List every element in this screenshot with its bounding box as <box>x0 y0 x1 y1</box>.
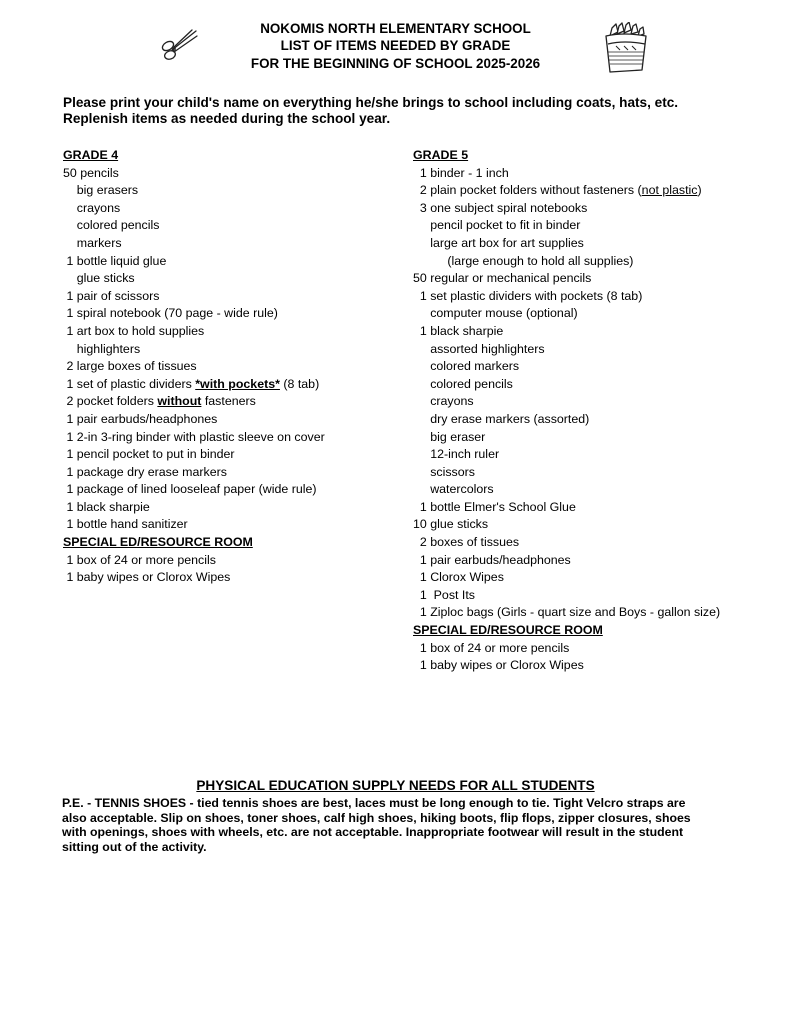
list-item: large art box for art supplies <box>413 235 584 250</box>
list-item: 1 pair earbuds/headphones <box>413 552 571 567</box>
pe-line: sitting out of the activity. <box>62 839 207 854</box>
list-item: 1 art box to hold supplies <box>63 323 205 338</box>
list-item: big erasers <box>63 183 139 198</box>
list-item: 1 set plastic dividers with pockets (8 tab) <box>413 288 643 303</box>
list-item: 1 binder - 1 inch <box>413 165 509 180</box>
list-item: 1 box of 24 or more pencils <box>63 552 216 567</box>
pe-line: with openings, shoes with wheels, etc. are not acceptable. Inappropriate footwear will result in the student <box>62 825 684 840</box>
list-item: 1 pair of scissors <box>63 288 160 303</box>
list-item: 2 pocket folders without fasteners <box>63 394 256 409</box>
list-item: scissors <box>413 464 475 479</box>
list-item: 1 2-in 3-ring binder with plastic sleeve on cover <box>63 429 325 444</box>
list-item: markers <box>63 235 122 250</box>
grade4-sped-heading: SPECIAL ED/RESOURCE ROOM <box>63 535 253 550</box>
school-year: FOR THE BEGINNING OF SCHOOL 2025-2026 <box>250 55 541 71</box>
list-item: 1 bottle liquid glue <box>63 253 167 268</box>
grade5-sped-heading: SPECIAL ED/RESOURCE ROOM <box>413 623 603 638</box>
list-item: 1 bottle hand sanitizer <box>63 517 188 532</box>
school-name: NOKOMIS NORTH ELEMENTARY SCHOOL <box>260 21 531 36</box>
list-item: colored pencils <box>413 376 513 391</box>
list-item: 1 pair earbuds/headphones <box>63 411 218 426</box>
list-item: 1 set of plastic dividers *with pockets* (8 tab) <box>63 376 320 391</box>
list-item: 1 Clorox Wipes <box>413 570 504 585</box>
list-item: pencil pocket to fit in binder <box>413 218 581 233</box>
grade5-column <box>413 147 753 675</box>
grade5-heading: GRADE 5 <box>413 148 469 162</box>
list-item: crayons <box>63 200 121 215</box>
grade4-heading: GRADE 4 <box>63 148 119 162</box>
list-item: big eraser <box>413 429 486 444</box>
list-item: 1 bottle Elmer's School Glue <box>413 499 576 514</box>
list-item: 1 Post Its <box>413 587 475 602</box>
pe-body <box>62 796 732 854</box>
list-item: 1 Ziploc bags (Girls - quart size and Boys - gallon size) <box>413 605 721 620</box>
list-item: computer mouse (optional) <box>413 306 578 321</box>
list-item: 1 black sharpie <box>413 323 504 338</box>
list-title: LIST OF ITEMS NEEDED BY GRADE <box>280 38 511 54</box>
list-item: glue sticks <box>63 271 135 286</box>
list-item: crayons <box>413 394 474 409</box>
list-item: dry erase markers (assorted) <box>413 411 590 426</box>
list-item: 1 package dry erase markers <box>63 464 227 479</box>
intro-line-2: Replenish items as needed during the school year. <box>63 111 391 126</box>
list-item: 3 one subject spiral notebooks <box>413 200 588 215</box>
pe-line: also acceptable. Slip on shoes, toner shoes, calf high shoes, hiking boots, flip flops, zipper closures, shoes <box>62 810 691 825</box>
list-item: 1 baby wipes or Clorox Wipes <box>63 570 231 585</box>
list-item: assorted highlighters <box>413 341 545 356</box>
list-item: highlighters <box>63 341 141 356</box>
grade4-column <box>63 147 393 587</box>
list-item: 1 package of lined looseleaf paper (wide rule) <box>63 482 317 497</box>
list-item: 2 large boxes of tissues <box>63 359 197 374</box>
pe-line: P.E. - TENNIS SHOES - tied tennis shoes are best, laces must be long enough to tie. Tight Velcro straps are <box>62 796 686 810</box>
intro-note <box>63 95 763 127</box>
list-item: 2 plain pocket folders without fasteners (not plastic) <box>413 183 702 198</box>
list-item: 12-inch ruler <box>413 447 500 462</box>
list-item: 10 glue sticks <box>413 517 489 532</box>
list-item: 1 pencil pocket to put in binder <box>63 447 235 462</box>
list-item: colored pencils <box>63 218 160 233</box>
list-item: watercolors <box>413 482 494 497</box>
list-item: 2 boxes of tissues <box>413 535 520 550</box>
list-item: 1 black sharpie <box>63 499 150 514</box>
list-item: colored markers <box>413 359 520 374</box>
list-item: 50 regular or mechanical pencils <box>413 271 592 286</box>
pe-title: PHYSICAL EDUCATION SUPPLY NEEDS FOR ALL STUDENTS <box>196 778 595 793</box>
list-item: 1 box of 24 or more pencils <box>413 640 570 655</box>
list-item: (large enough to hold all supplies) <box>413 253 634 268</box>
list-item: 1 spiral notebook (70 page - wide rule) <box>63 306 278 321</box>
list-item: 50 pencils <box>63 165 119 180</box>
intro-line-1: Please print your child's name on everything he/she brings to school including coats, hats, etc. <box>63 95 679 110</box>
list-item: 1 baby wipes or Clorox Wipes <box>413 658 584 673</box>
document-header <box>0 20 791 72</box>
